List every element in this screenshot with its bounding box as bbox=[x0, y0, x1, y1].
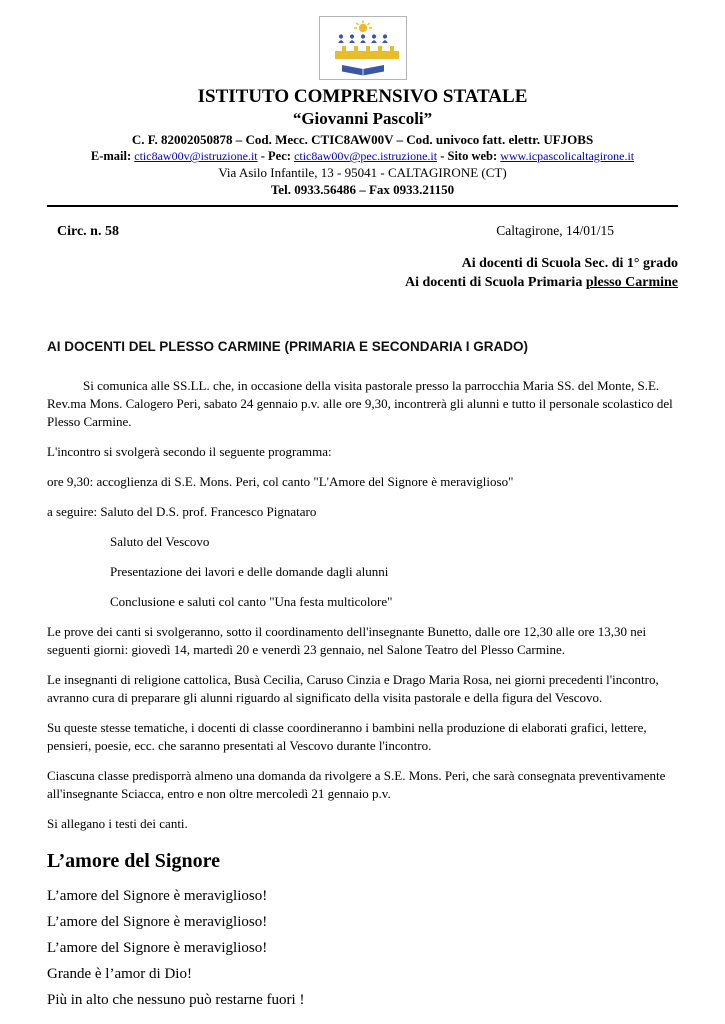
song-line: Più in alto che nessuno può restarne fuori ! bbox=[47, 992, 305, 1008]
recipient-line-2 bbox=[47, 273, 678, 292]
recipient-line-1: Ai docenti di Scuola Sec. di 1° grado bbox=[461, 256, 678, 271]
school-crest-icon bbox=[327, 20, 399, 76]
body-paragraph: ore 9,30: accoglienza di S.E. Mons. Peri, col canto "L'Amore del Signore è meraviglioso" bbox=[47, 474, 514, 489]
recipients-block bbox=[47, 254, 678, 292]
body-paragraph: Saluto del Vescovo bbox=[110, 534, 210, 549]
circular-meta-row bbox=[47, 223, 678, 240]
letterhead bbox=[47, 16, 678, 198]
website-link[interactable]: www.icpascolicaltagirone.it bbox=[500, 149, 635, 163]
song-line: L’amore del Signore è meraviglioso! bbox=[47, 914, 268, 930]
email-label: E-mail: bbox=[90, 149, 132, 163]
place-and-date: Caltagirone, 14/01/15 bbox=[496, 223, 614, 238]
document-heading: AI DOCENTI DEL PLESSO CARMINE (PRIMARIA E SECONDARIA I GRADO) bbox=[47, 339, 529, 354]
circular-number: Circ. n. 58 bbox=[57, 224, 119, 239]
body-paragraph: Si allegano i testi dei canti. bbox=[47, 816, 188, 831]
street-address: Via Asilo Infantile, 13 - 95041 - CALTAGIRONE (CT) bbox=[218, 165, 507, 180]
institute-title: ISTITUTO COMPRENSIVO STATALE bbox=[197, 86, 528, 107]
body-paragraph: Le prove dei canti si svolgeranno, sotto il coordinamento dell'insegnante Bunetto, dalle ore 12,30 alle ore 13,30 nei seguenti giorni: giovedì 14, martedì 20 e venerdì 23 gennaio, nel Salone Teatro del Plesso Carmine. bbox=[47, 624, 647, 657]
body-paragraph: Su queste stesse tematiche, i docenti di classe coordineranno i bambini nella produzione di elaborati grafici, lettere, pensieri, poesie, ecc. che saranno presentati al Vescovo durante l'incontro. bbox=[47, 720, 647, 753]
body-paragraph: a seguire: Saluto del D.S. prof. Francesco Pignataro bbox=[47, 504, 317, 519]
body-paragraph: Presentazione dei lavori e delle domande dagli alunni bbox=[110, 564, 389, 579]
body-paragraph: Le insegnanti di religione cattolica, Busà Cecilia, Caruso Cinzia e Drago Maria Rosa, nei giorni precedenti l'incontro, avranno cura di preparare gli alunni riguardo al significato della visita pastorale e della figura del Vescovo. bbox=[47, 672, 659, 705]
fiscal-codes-line: C. F. 82002050878 – Cod. Mecc. CTIC8AW00V – Cod. univoco fatt. elettr. UFJOBS bbox=[131, 132, 594, 147]
recipient-line-2-text: Ai docenti di Scuola Primaria bbox=[405, 275, 583, 290]
institute-name: “Giovanni Pascoli” bbox=[292, 109, 433, 128]
school-logo bbox=[319, 16, 407, 80]
song-line: L’amore del Signore è meraviglioso! bbox=[47, 888, 268, 904]
body-paragraph: Ciascuna classe predisporrà almeno una domanda da rivolgere a S.E. Mons. Peri, che sarà consegnata preventivamente all'insegnante Sciacca, entro e non oltre mercoledì 21 gennaio p.v. bbox=[47, 768, 666, 801]
song-line: Grande è l’amor di Dio! bbox=[47, 966, 192, 982]
website-label: - Sito web: bbox=[440, 149, 498, 163]
phone-fax-line: Tel. 0933.56486 – Fax 0933.21150 bbox=[270, 182, 455, 197]
song-title: L’amore del Signore bbox=[47, 850, 220, 872]
pec-label: - Pec: bbox=[260, 149, 291, 163]
pec-link[interactable]: ctic8aw00v@pec.istruzione.it bbox=[294, 149, 438, 163]
body-paragraph: Conclusione e saluti col canto "Una festa multicolore" bbox=[110, 594, 393, 609]
body-paragraph: L'incontro si svolgerà secondo il seguente programma: bbox=[47, 444, 332, 459]
contact-line bbox=[47, 148, 678, 164]
email-link[interactable]: ctic8aw00v@istruzione.it bbox=[134, 149, 258, 163]
recipient-line-2-underlined: plesso Carmine bbox=[585, 275, 678, 290]
body-paragraph: Si comunica alle SS.LL. che, in occasione della visita pastorale presso la parrocchia Maria SS. del Monte, S.E. Rev.ma Mons. Calogero Peri, sabato 24 gennaio p.v. alle ore 9,30, incontrerà gli alunni e tutto il personale scolastico del Plesso Carmine. bbox=[47, 378, 673, 429]
song-line: L’amore del Signore è meraviglioso! bbox=[47, 940, 268, 956]
header-divider bbox=[47, 205, 678, 207]
